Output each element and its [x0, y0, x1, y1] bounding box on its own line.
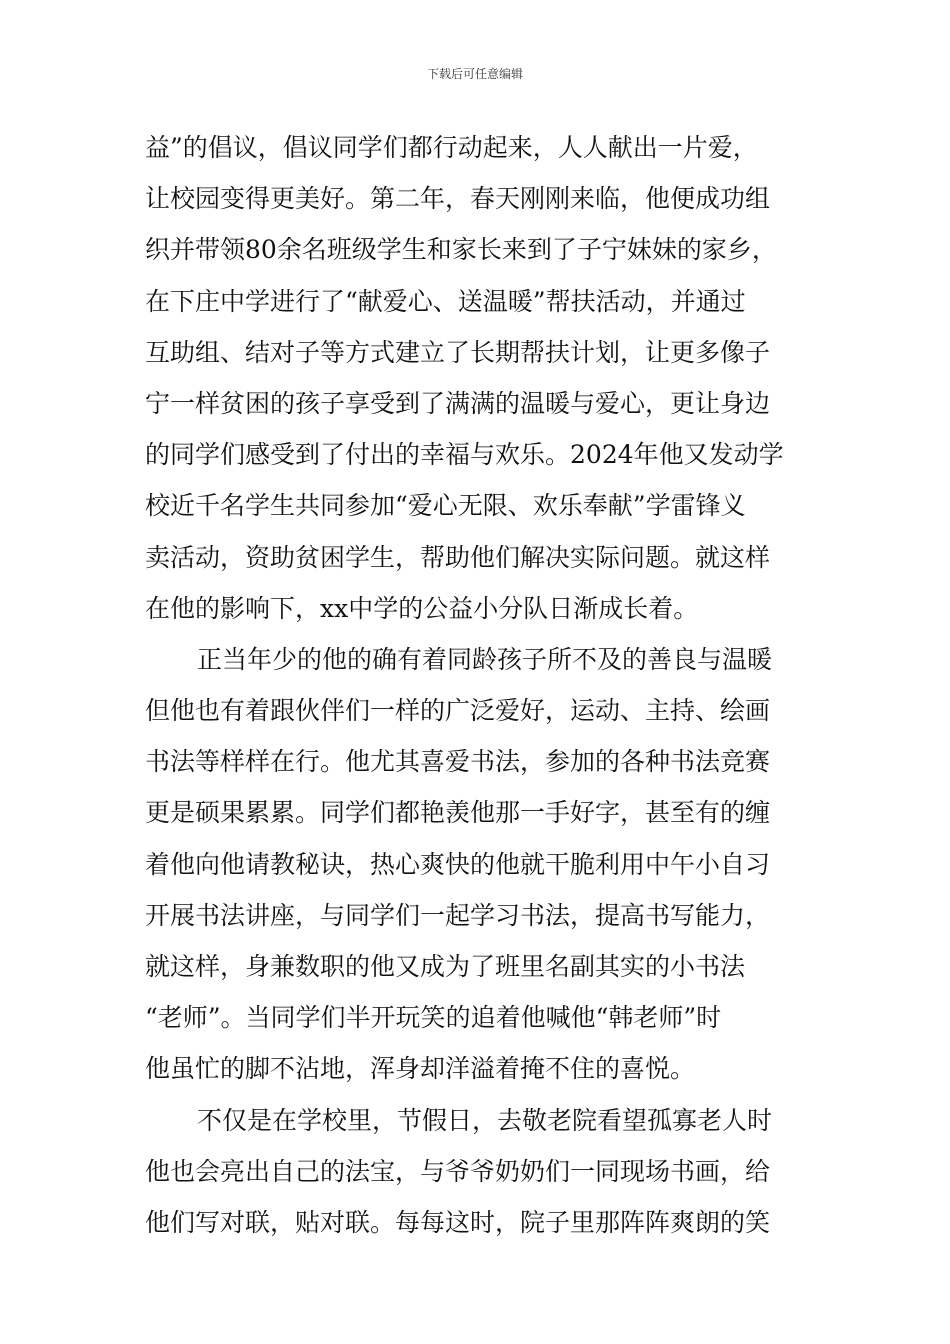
text-line: 宁一样贫困的孩子享受到了满满的温暖与爱心，更让身边 — [145, 388, 771, 418]
document-body — [145, 122, 807, 1248]
text-line: 更是硕果累累。同学们都艳羡他那一手好字，甚至有的缠 — [145, 798, 771, 828]
text-line: 就这样，身兼数职的他又成为了班里名副其实的小书法 — [145, 952, 746, 981]
text-line: 正当年少的他的确有着同龄孩子所不及的善良与温暖 — [197, 644, 773, 674]
text-line: 织并带领80余名班级学生和家长来到了子宁妹妹的家乡， — [145, 235, 777, 265]
text-line: 校近千名学生共同参加“爱心无限、欢乐奉献”学雷锋义 — [145, 491, 746, 521]
paragraph-2 — [145, 634, 807, 1095]
text-line: 的同学们感受到了付出的幸福与欢乐。2024年他又发动学 — [145, 440, 784, 470]
text-line: 不仅是在学校里，节假日，去敬老院看望孤寡老人时 — [197, 1105, 773, 1135]
text-line: 益”的倡议，倡议同学们都行动起来，人人献出一片爱， — [145, 133, 758, 162]
paragraph-1 — [145, 122, 807, 634]
text-line: 但他也有着跟伙伴们一样的广泛爱好，运动、主持、绘画 — [145, 696, 771, 726]
text-line: 他虽忙的脚不沾地，浑身却洋溢着掩不住的喜悦。 — [145, 1054, 696, 1084]
text-line: 在他的影响下，xx中学的公益小分队日渐成长着。 — [145, 593, 699, 623]
text-line: 开展书法讲座，与同学们一起学习书法，提高书写能力， — [145, 900, 771, 930]
text-line: 着他向他请教秘诀，热心爽快的他就干脆利用中午小自习 — [145, 849, 771, 879]
text-line: 卖活动，资助贫困学生，帮助他们解决实际问题。就这样 — [145, 542, 771, 572]
text-line: 书法等样样在行。他尤其喜爱书法，参加的各种书法竞赛 — [145, 747, 771, 777]
text-line: 他也会亮出自己的法宝，与爷爷奶奶们一同现场书画，给 — [145, 1156, 771, 1186]
paragraph-3 — [145, 1095, 807, 1249]
text-line: “老师”。当同学们半开玩笑的追着他喊他“韩老师”时 — [145, 1003, 722, 1033]
text-line: 让校园变得更美好。第二年，春天刚刚来临，他便成功组 — [145, 184, 771, 214]
text-line: 他们写对联，贴对联。每每这时，院子里那阵阵爽朗的笑 — [145, 1207, 771, 1237]
text-line: 互助组、结对子等方式建立了长期帮扶计划，让更多像子 — [145, 337, 771, 367]
text-line: 在下庄中学进行了“献爱心、送温暖”帮扶活动，并通过 — [145, 286, 746, 316]
page-header: 下载后可任意编辑 — [426, 67, 523, 81]
